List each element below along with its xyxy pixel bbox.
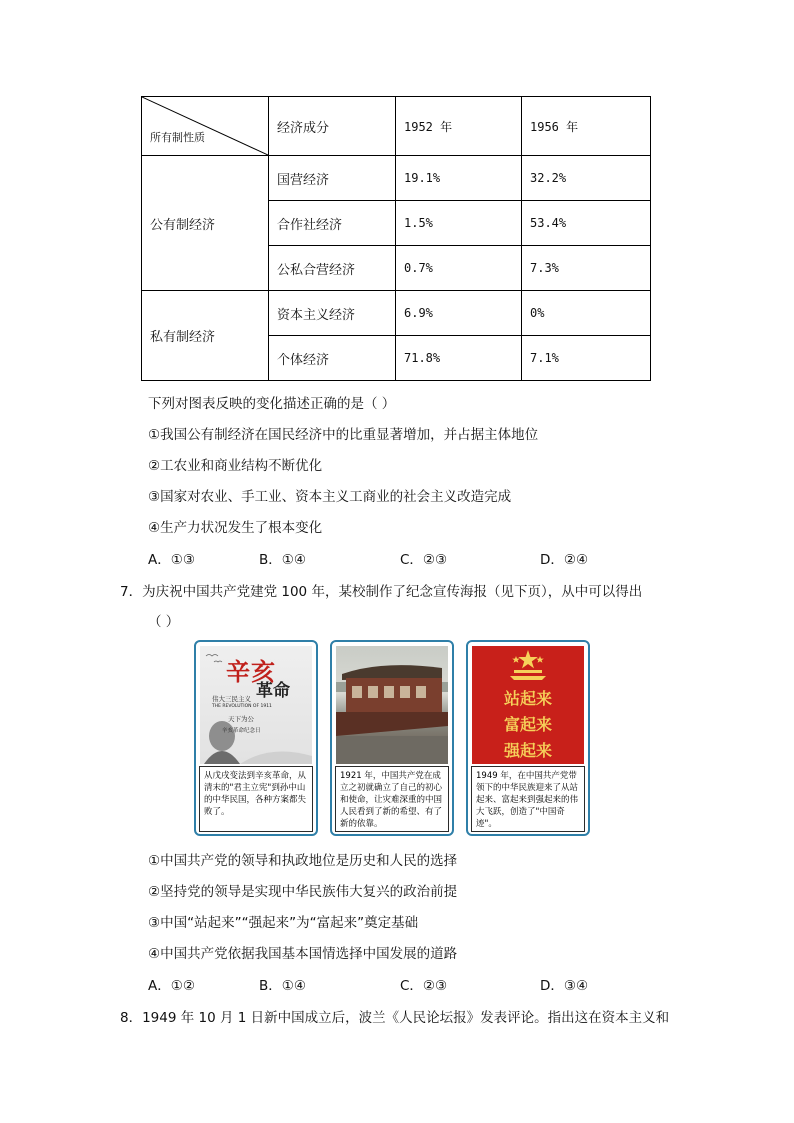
slogan-get-rich: 富起来: [503, 715, 552, 734]
table-row: [142, 291, 651, 336]
table-header-row: [142, 97, 651, 156]
poster-strip: [194, 640, 579, 838]
rise-image: [472, 646, 584, 764]
poster1-caption: 从戊戌变法到辛亥革命，从清末的"君主立宪"到孙中山的中华民国，各种方案都失败了。: [199, 766, 313, 832]
poster1-title-small: 革命: [256, 681, 290, 701]
red-boat-image: [336, 646, 448, 764]
poster1-text: 辛亥革命纪念日: [222, 728, 261, 734]
q7-option-a[interactable]: A．①②: [148, 978, 195, 994]
q7-option-c[interactable]: C．②③: [400, 978, 448, 994]
poster2-caption: 1921 年，中国共产党在成立之初就确立了自己的初心和使命，让灾难深重的中国人民看到了新的希望、有了新的依靠。: [335, 766, 449, 832]
slogan-grow-strong: 强起来: [503, 741, 552, 760]
group-cell-private: 私有制经济: [142, 291, 269, 381]
economy-table: [141, 96, 651, 381]
table-cell: 32.2%: [522, 156, 651, 201]
table-cell: 19.1%: [396, 156, 522, 201]
table-cell: 个体经济: [269, 336, 396, 381]
table-cell: 0%: [522, 291, 651, 336]
table-cell: 资本主义经济: [269, 291, 396, 336]
table-cell: 7.3%: [522, 246, 651, 291]
table-cell: 公私合营经济: [269, 246, 396, 291]
diagonal-header-cell: [142, 97, 269, 156]
q7-statement: ③中国“站起来”“强起来”为“富起来”奠定基础: [148, 915, 419, 931]
q6-option-c[interactable]: C．②③: [400, 552, 448, 568]
q7-option-d[interactable]: D．③④: [540, 978, 589, 994]
poster1-text: 伟大三民主义: [212, 695, 251, 703]
q7-statement: ①中国共产党的领导和执政地位是历史和人民的选择: [148, 853, 458, 869]
q6-stem: 下列对图表反映的变化描述正确的是（ ）: [148, 396, 396, 412]
q7-stem: 7．为庆祝中国共产党建党 100 年，某校制作了纪念宣传海报（见下页），从中可以得出: [120, 584, 643, 600]
poster1-text: 天下为公: [228, 715, 254, 723]
header-cell: 1952 年: [396, 97, 522, 156]
table-row: [142, 156, 651, 201]
xinhai-image: [200, 646, 312, 764]
q7-answer-blank: （ ）: [148, 614, 180, 630]
q7-option-b[interactable]: B．①④: [259, 978, 306, 994]
poster1-title-big: 辛亥: [226, 657, 276, 686]
table-cell: 合作社经济: [269, 201, 396, 246]
header-cell: 经济成分: [269, 97, 396, 156]
table-cell: 7.1%: [522, 336, 651, 381]
poster1-text: THE REVOLUTION OF 1911: [212, 704, 272, 709]
q7-statement: ②坚持党的领导是实现中华民族伟大复兴的政治前提: [148, 884, 458, 900]
diagonal-line: [142, 97, 268, 155]
table-cell: 71.8%: [396, 336, 522, 381]
group-cell-public: 公有制经济: [142, 156, 269, 291]
q6-option-b[interactable]: B．①④: [259, 552, 306, 568]
q6-option-d[interactable]: D．②④: [540, 552, 589, 568]
q6-option-a[interactable]: A．①③: [148, 552, 195, 568]
poster3-caption: 1949 年，在中国共产党带领下的中华民族迎来了从站起来、富起来到强起来的伟大飞跃，创造了"中国奇迹"。: [471, 766, 585, 832]
q6-statement: ②工农业和商业结构不断优化: [148, 458, 323, 474]
q6-statement: ④生产力状况发生了根本变化: [148, 520, 323, 536]
poster-red-boat: [330, 640, 454, 836]
table-cell: 1.5%: [396, 201, 522, 246]
header-cell: 1956 年: [522, 97, 651, 156]
table-cell: 0.7%: [396, 246, 522, 291]
q8-stem: 8．1949 年 10 月 1 日新中国成立后，波兰《人民论坛报》发表评论。指出这在资本主义和: [120, 1010, 670, 1026]
table-cell: 国营经济: [269, 156, 396, 201]
q6-statement: ①我国公有制经济在国民经济中的比重显著增加，并占据主体地位: [148, 427, 539, 443]
slogan-stand-up: 站起来: [503, 689, 552, 708]
q6-statement: ③国家对农业、手工业、资本主义工商业的社会主义改造完成: [148, 489, 512, 505]
table-cell: 53.4%: [522, 201, 651, 246]
poster-rise: [466, 640, 590, 836]
table-cell: 6.9%: [396, 291, 522, 336]
poster-xinhai: [194, 640, 318, 836]
q7-statement: ④中国共产党依据我国基本国情选择中国发展的道路: [148, 946, 458, 962]
red-boat-graphic: [336, 646, 448, 764]
corner-label: 所有制性质: [150, 131, 205, 144]
